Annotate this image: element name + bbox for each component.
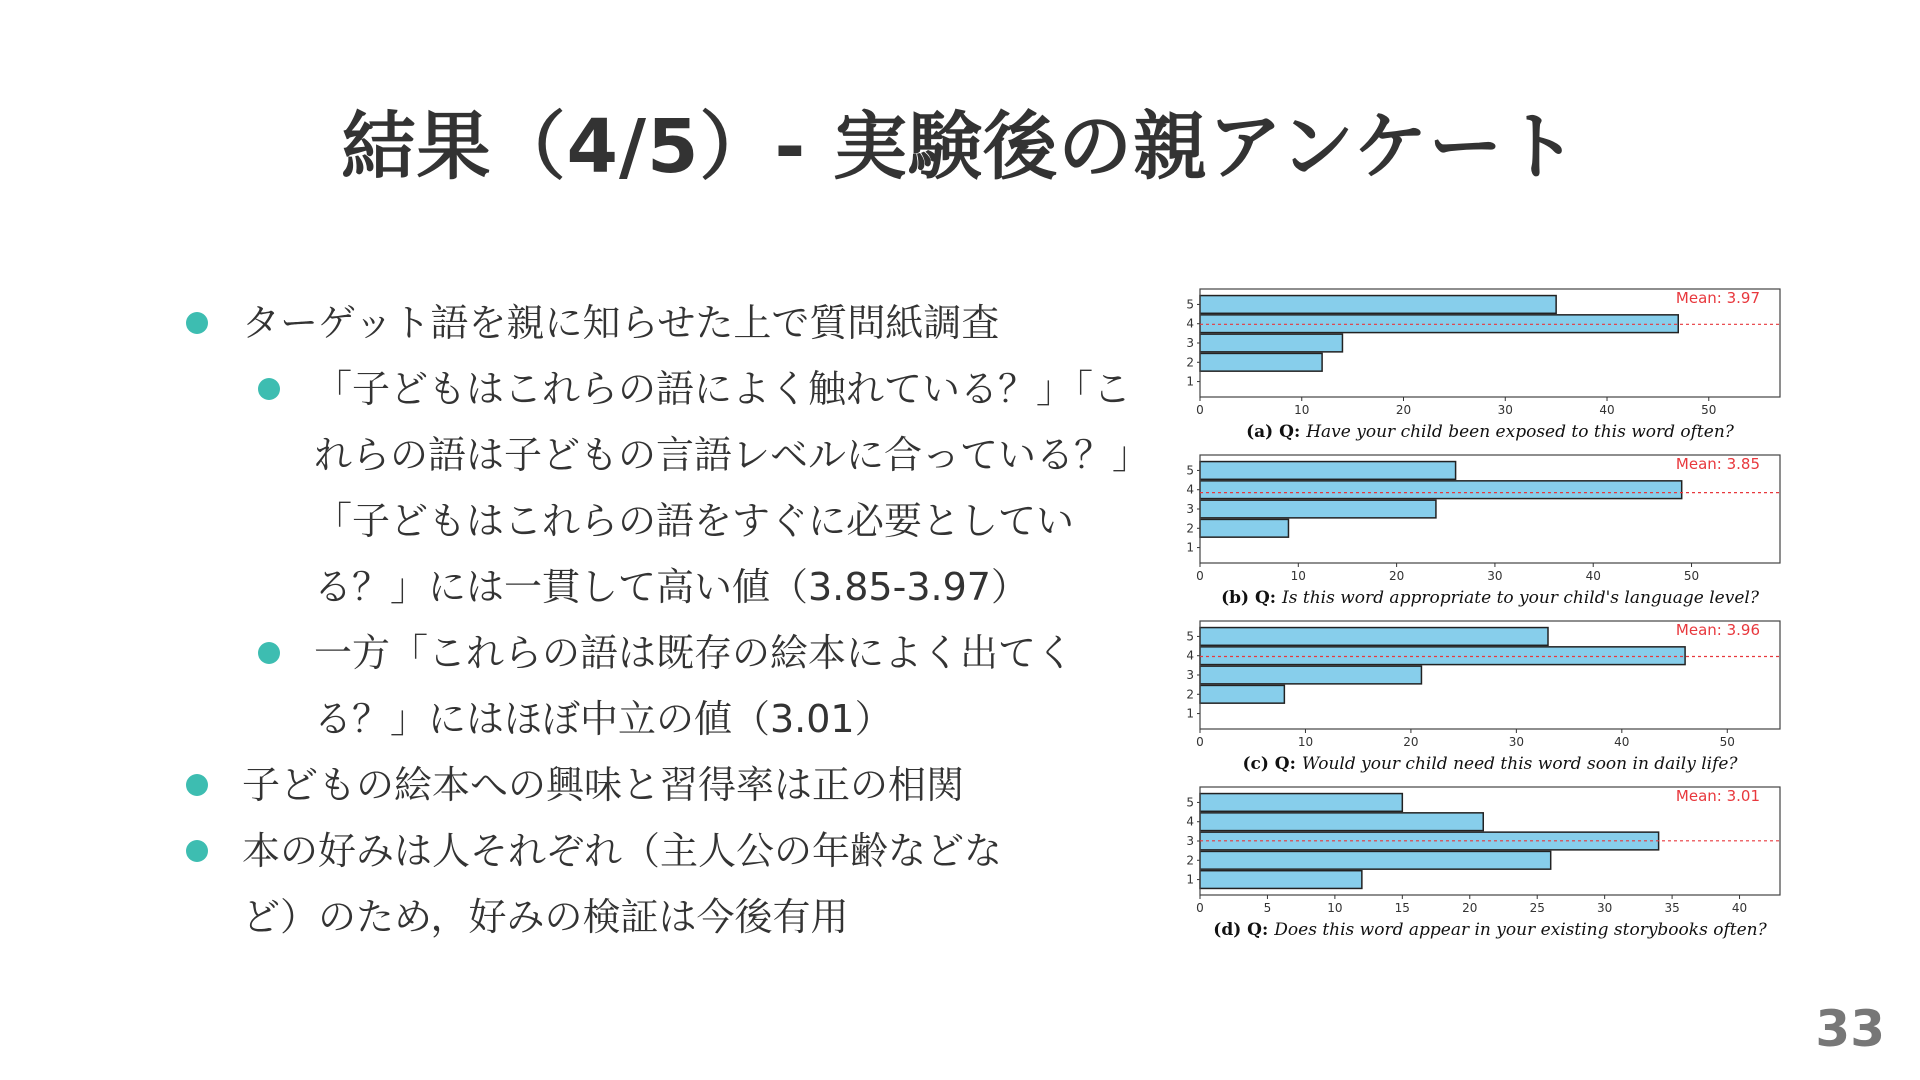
mean-label: Mean: 3.85	[1675, 455, 1760, 473]
x-tick-label: 40	[1599, 403, 1615, 417]
x-tick-label: 10	[1290, 569, 1306, 583]
x-tick-label: 30	[1508, 735, 1525, 749]
caption-question: Is this word appropriate to your child's language level?	[1282, 588, 1759, 608]
slide-title: 結果（4/5）- 実験後の親アンケート	[341, 104, 1579, 190]
bar-1	[1200, 871, 1362, 889]
x-tick-label: 40	[1585, 569, 1601, 583]
chart-caption	[1213, 920, 1767, 940]
caption-label: (c) Q:	[1242, 754, 1296, 774]
y-tick-label: 5	[1186, 463, 1194, 478]
y-tick-label: 2	[1186, 687, 1194, 702]
bar-2	[1200, 685, 1284, 703]
x-tick-label: 40	[1731, 901, 1748, 915]
x-tick-label: 5	[1263, 901, 1272, 915]
bar-4	[1200, 315, 1678, 333]
caption-question: Would your child need this word soon in daily life?	[1301, 754, 1738, 774]
x-tick-label: 25	[1529, 901, 1545, 915]
chart-caption	[1242, 754, 1738, 774]
caption-label: (d) Q:	[1213, 920, 1269, 940]
bullet-line: 一方「これらの語は既存の絵本によく出てく	[314, 631, 1075, 675]
mean-label: Mean: 3.96	[1675, 621, 1760, 639]
bar-charts-figure	[1170, 285, 1810, 965]
y-tick-label: 2	[1186, 521, 1194, 536]
bar-3	[1200, 500, 1436, 518]
bar-3	[1200, 666, 1421, 684]
bar-4	[1200, 647, 1685, 665]
bar-2	[1200, 519, 1288, 537]
bullet-line: 子どもの絵本への興味と習得率は正の相関	[242, 763, 965, 807]
bar-4	[1200, 481, 1682, 499]
bullet-dot-icon	[186, 774, 208, 796]
caption-label: (a) Q:	[1246, 422, 1301, 442]
y-tick-label: 5	[1186, 297, 1194, 312]
y-tick-label: 2	[1186, 355, 1194, 370]
bar-5	[1200, 628, 1548, 646]
bar-5	[1200, 296, 1556, 314]
x-tick-label: 40	[1614, 735, 1630, 749]
y-tick-label: 4	[1186, 316, 1194, 331]
bar-5	[1200, 462, 1456, 480]
x-tick-label: 0	[1196, 901, 1204, 915]
bullet-dot-icon	[258, 642, 280, 664]
x-tick-label: 0	[1196, 569, 1204, 583]
bullet-item-1	[180, 290, 1120, 356]
y-tick-label: 1	[1186, 706, 1194, 721]
x-tick-label: 10	[1327, 901, 1343, 915]
bar-3	[1200, 334, 1342, 352]
y-tick-label: 5	[1186, 629, 1194, 644]
y-tick-label: 2	[1186, 853, 1194, 868]
y-tick-label: 3	[1186, 502, 1194, 516]
bullet-item-5	[180, 818, 1120, 950]
bullet-line: れらの語は子どもの言語レベルに合っている？」	[314, 433, 1151, 477]
x-tick-label: 20	[1403, 735, 1419, 749]
bullet-list	[180, 290, 1151, 950]
bullet-line: 本の好みは人それぞれ（主人公の年齢などな	[242, 829, 1003, 873]
y-tick-label: 3	[1186, 668, 1194, 682]
x-tick-label: 10	[1297, 735, 1314, 749]
y-tick-label: 4	[1186, 814, 1194, 829]
x-tick-label: 20	[1388, 569, 1405, 583]
x-tick-label: 15	[1394, 901, 1410, 915]
bullet-dot-icon	[186, 312, 208, 334]
mean-label: Mean: 3.97	[1675, 289, 1760, 307]
bullet-dot-icon	[258, 378, 280, 400]
bar-5	[1200, 794, 1402, 812]
chart-caption	[1221, 588, 1760, 608]
bullet-dot-icon	[186, 840, 208, 862]
y-tick-label: 4	[1186, 648, 1194, 663]
y-tick-label: 1	[1186, 374, 1194, 389]
y-tick-label: 1	[1186, 872, 1194, 887]
bullet-line: 「子どもはこれらの語によく触れている？」「こ	[314, 367, 1132, 411]
caption-question: Does this word appear in your existing storybooks often?	[1274, 920, 1767, 940]
caption-label: (b) Q:	[1221, 588, 1277, 608]
y-tick-label: 5	[1186, 795, 1194, 810]
bullet-line: る？」にはほぼ中立の値（3.01）	[314, 697, 893, 741]
bullet-line: ターゲット語を親に知らせた上で質問紙調査	[242, 301, 1000, 345]
bullet-item-3	[180, 620, 1120, 752]
chart-panel-3	[1186, 621, 1780, 774]
y-tick-label: 3	[1186, 834, 1194, 848]
x-tick-label: 50	[1701, 403, 1717, 417]
x-tick-label: 35	[1664, 901, 1680, 915]
x-tick-label: 20	[1462, 901, 1478, 915]
x-tick-label: 30	[1597, 901, 1613, 915]
chart-panel-2	[1186, 455, 1780, 608]
x-tick-label: 0	[1196, 403, 1204, 417]
bullet-item-4	[180, 752, 1120, 818]
x-tick-label: 30	[1487, 569, 1503, 583]
x-tick-label: 50	[1719, 735, 1735, 749]
x-tick-label: 10	[1294, 403, 1310, 417]
y-tick-label: 4	[1186, 482, 1194, 497]
bullet-line: ど）のため，好みの検証は今後有用	[242, 895, 849, 939]
bar-2	[1200, 851, 1551, 869]
x-tick-label: 0	[1196, 735, 1204, 749]
x-tick-label: 50	[1683, 569, 1700, 583]
x-tick-label: 30	[1497, 403, 1513, 417]
bullet-line: る？」には一貫して高い値（3.85-3.97）	[314, 565, 1029, 609]
chart-caption	[1246, 422, 1735, 442]
chart-panel-4	[1186, 787, 1780, 940]
y-tick-label: 1	[1186, 540, 1194, 555]
bullet-line: 「子どもはこれらの語をすぐに必要としてい	[314, 499, 1075, 543]
page-number: 33	[1815, 1000, 1885, 1058]
bar-2	[1200, 353, 1322, 371]
mean-label: Mean: 3.01	[1675, 787, 1760, 805]
x-tick-label: 20	[1395, 403, 1412, 417]
charts-panel	[1170, 285, 1810, 965]
bullet-item-2	[180, 356, 1151, 620]
caption-question: Have your child been exposed to this word often?	[1306, 422, 1734, 442]
y-tick-label: 3	[1186, 336, 1194, 350]
chart-panel-1	[1186, 289, 1780, 442]
bar-4	[1200, 813, 1483, 831]
